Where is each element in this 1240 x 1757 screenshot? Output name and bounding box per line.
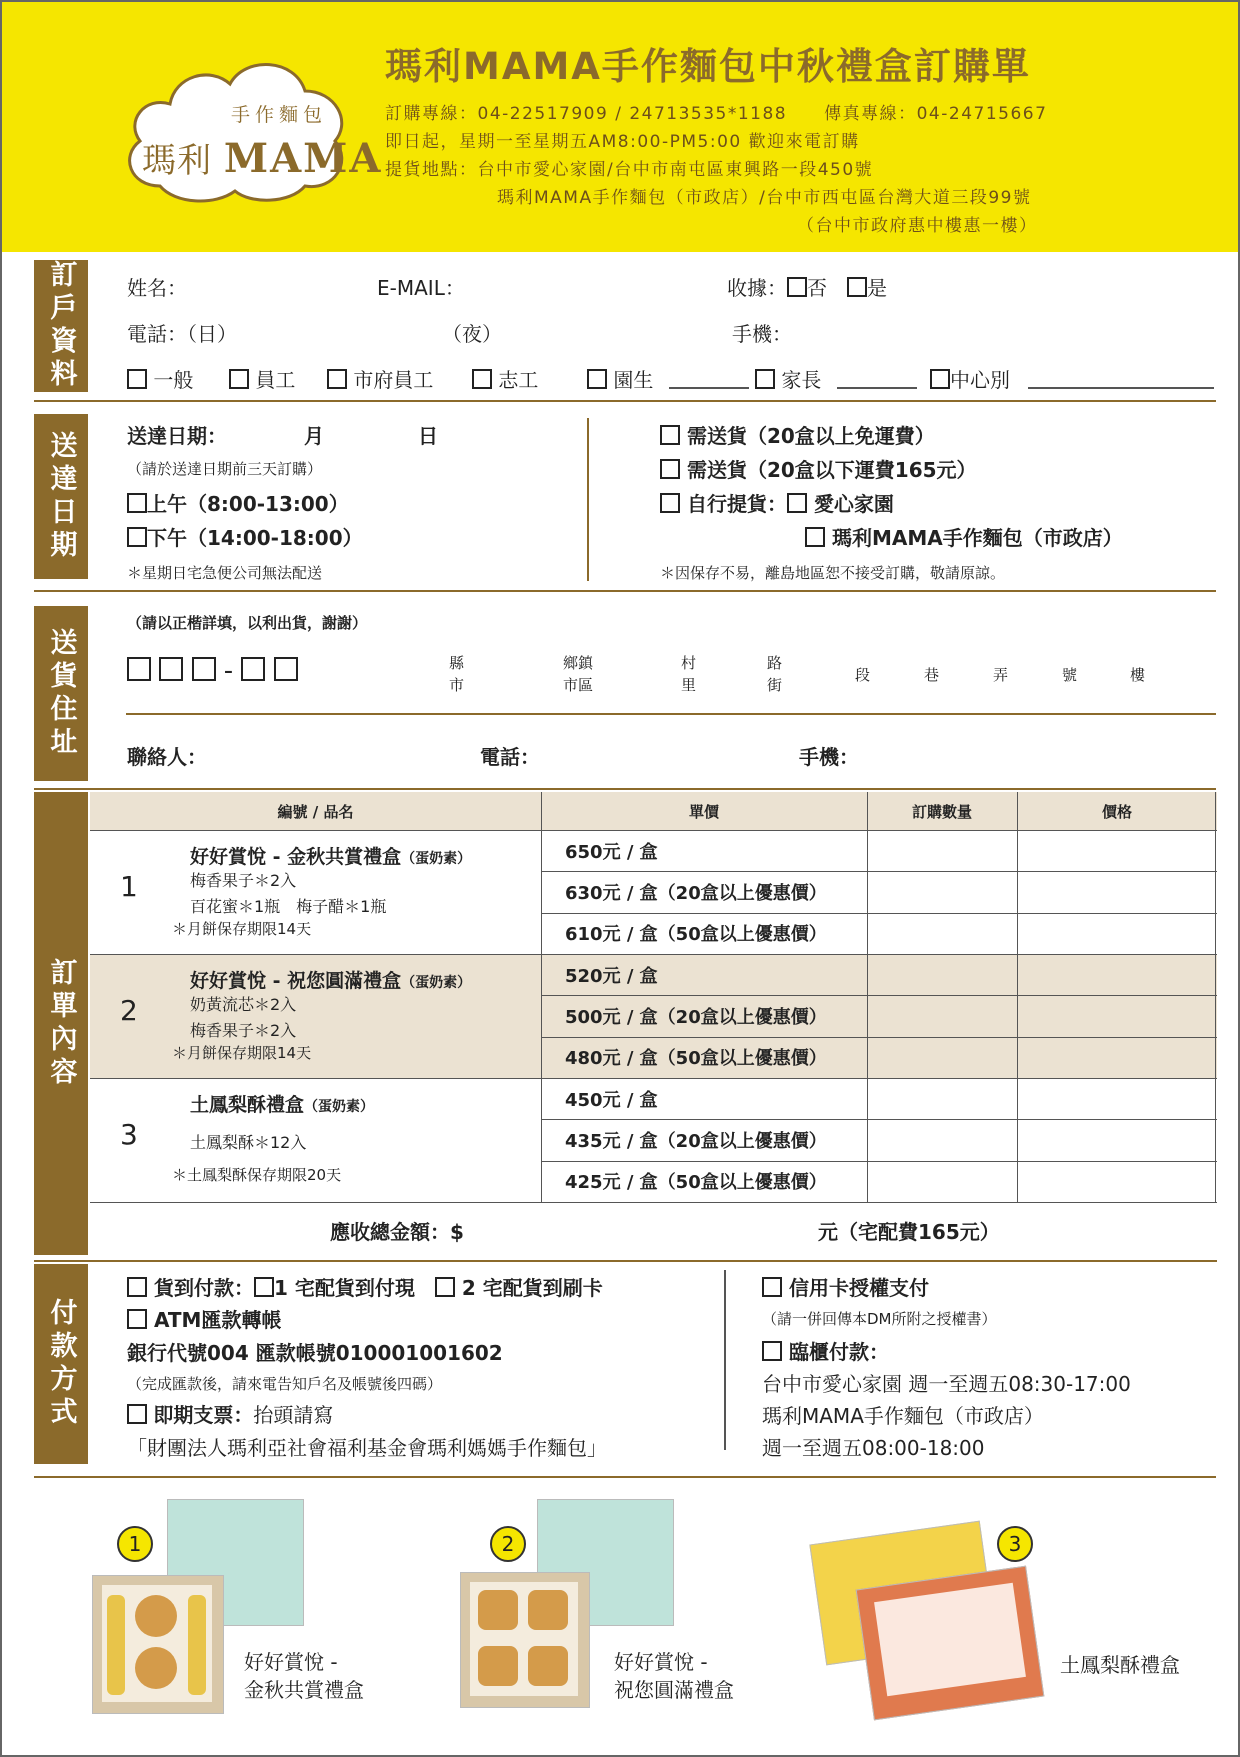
day-label: 日 bbox=[418, 424, 438, 448]
receipt-option: 收據： 否 是 bbox=[727, 276, 887, 300]
lane-label: 巷 bbox=[924, 666, 940, 684]
quantity-field[interactable] bbox=[867, 995, 1017, 1036]
price-field[interactable] bbox=[1017, 1119, 1217, 1160]
quantity-field[interactable] bbox=[867, 1119, 1017, 1160]
group-line bbox=[90, 954, 1217, 955]
city-label: 市 bbox=[449, 676, 465, 694]
quantity-field[interactable] bbox=[867, 913, 1017, 954]
number-label: 號 bbox=[1062, 666, 1078, 684]
unit-price: 425元 / 盒（50盒以上優惠價） bbox=[565, 1172, 827, 1194]
price-field[interactable] bbox=[1017, 830, 1217, 871]
item-detail: 奶黃流芯＊2入 bbox=[190, 995, 297, 1014]
divider bbox=[34, 1476, 1216, 1478]
unit-price: 610元 / 盒（50盒以上優惠價） bbox=[565, 924, 827, 946]
row-line bbox=[541, 1119, 1217, 1120]
town-label: 鄉鎮 bbox=[563, 654, 594, 672]
row-line bbox=[541, 871, 1217, 872]
credit-option[interactable]: 信用卡授權支付 bbox=[762, 1272, 929, 1301]
quantity-field[interactable] bbox=[867, 1161, 1017, 1202]
category-center[interactable]: 中心別 bbox=[930, 364, 1010, 393]
category-student[interactable]: 園生 bbox=[587, 364, 653, 393]
item-shelf-life: ＊土鳳梨酥保存期限20天 bbox=[172, 1166, 342, 1184]
mobile-label: 手機： bbox=[732, 322, 792, 346]
cod-2-checkbox bbox=[435, 1277, 455, 1297]
pickup-option[interactable]: 自行提貨： 愛心家園 bbox=[660, 488, 894, 517]
pickup-location-3: （台中市政府惠中樓惠一樓） bbox=[797, 216, 1038, 236]
pickup-b-option[interactable]: 瑪利MAMA手作麵包（市政店） bbox=[805, 522, 1123, 551]
product-name-2a: 好好賞悅 - bbox=[614, 1650, 708, 1674]
sunday-note: ＊星期日宅急便公司無法配送 bbox=[127, 564, 323, 582]
neighborhood-label: 里 bbox=[681, 676, 697, 694]
quantity-field[interactable] bbox=[867, 954, 1017, 995]
product-number-badge: 3 bbox=[997, 1526, 1033, 1562]
unit-price: 520元 / 盒 bbox=[565, 965, 658, 987]
postcode-boxes[interactable]: - bbox=[127, 656, 298, 686]
center-blank[interactable] bbox=[1028, 387, 1214, 389]
item-detail: 梅香果子＊2入 bbox=[190, 871, 297, 890]
page-title: 瑪利MAMA手作麵包中秋禮盒訂購單 bbox=[385, 45, 1031, 88]
floor-label: 樓 bbox=[1130, 666, 1146, 684]
row-line bbox=[541, 1161, 1217, 1162]
item-shelf-life: ＊月餅保存期限14天 bbox=[172, 1044, 312, 1062]
cod-1-checkbox bbox=[254, 1277, 274, 1297]
price-field[interactable] bbox=[1017, 995, 1217, 1036]
divider bbox=[34, 788, 1216, 790]
column-header-item: 編號 / 品名 bbox=[277, 802, 354, 821]
item-shelf-life: ＊月餅保存期限14天 bbox=[172, 920, 312, 938]
time-am[interactable]: 上午（8:00-13:00） bbox=[127, 488, 349, 517]
price-field[interactable] bbox=[1017, 871, 1217, 912]
pickup-a-checkbox bbox=[787, 493, 807, 513]
credit-note: （請一併回傳本DM所附之授權書） bbox=[762, 1310, 997, 1328]
row-line bbox=[541, 913, 1217, 914]
category-general[interactable]: 一般 bbox=[127, 364, 193, 393]
section-label-delivery: 送達日期 bbox=[34, 414, 88, 579]
student-blank[interactable] bbox=[669, 387, 749, 389]
atm-note: （完成匯款後，請來電告知戶名及帳號後四碼） bbox=[127, 1375, 443, 1393]
divider bbox=[34, 590, 1216, 592]
logo-text: 瑪利 MAMA bbox=[142, 135, 383, 182]
section-label-order: 訂單內容 bbox=[34, 792, 88, 1255]
price-field[interactable] bbox=[1017, 1161, 1217, 1202]
divider bbox=[34, 1260, 1217, 1262]
category-staff[interactable]: 員工 bbox=[229, 364, 295, 393]
district-label: 市區 bbox=[563, 676, 594, 694]
parent-blank[interactable] bbox=[837, 387, 917, 389]
divider bbox=[34, 400, 1216, 402]
item-number: 3 bbox=[120, 1118, 138, 1151]
divider bbox=[724, 1270, 726, 1450]
unit-price: 450元 / 盒 bbox=[565, 1089, 658, 1111]
column-line bbox=[541, 792, 542, 1202]
product-name-1b: 金秋共賞禮盒 bbox=[244, 1678, 364, 1702]
section-label: 段 bbox=[855, 666, 871, 684]
item-number: 1 bbox=[120, 870, 138, 903]
section-label-address: 送貨住址 bbox=[34, 606, 88, 781]
counter-hours: 週一至週五08:00-18:00 bbox=[762, 1436, 985, 1460]
category-city-staff[interactable]: 市府員工 bbox=[327, 364, 433, 393]
phone-night-label: （夜） bbox=[442, 322, 502, 346]
item-name: 好好賞悅 - 祝您圓滿禮盒（蛋奶素） bbox=[190, 970, 472, 992]
column-line bbox=[867, 792, 868, 1202]
group-line bbox=[90, 1078, 1217, 1079]
counter-option[interactable]: 臨櫃付款： bbox=[762, 1336, 889, 1365]
column-header-price: 單價 bbox=[688, 802, 719, 821]
quantity-field[interactable] bbox=[867, 1078, 1017, 1119]
county-label: 縣 bbox=[449, 654, 465, 672]
counter-location-2: 瑪利MAMA手作麵包（市政店） bbox=[762, 1404, 1044, 1428]
phone-day-label: 電話：（日） bbox=[127, 322, 237, 346]
row-line bbox=[541, 995, 1217, 996]
quantity-field[interactable] bbox=[867, 1037, 1017, 1078]
price-field[interactable] bbox=[1017, 913, 1217, 954]
bank-account: 銀行代號004 匯款帳號010001001602 bbox=[127, 1341, 503, 1365]
check-option[interactable]: 即期支票：抬頭請寫 bbox=[127, 1399, 333, 1428]
receipt-yes-checkbox[interactable] bbox=[847, 277, 867, 297]
price-field[interactable] bbox=[1017, 1078, 1217, 1119]
delivery-date-label: 送達日期： bbox=[127, 424, 227, 448]
contact-phone-label: 電話： bbox=[480, 745, 540, 769]
category-parent[interactable]: 家長 bbox=[755, 364, 821, 393]
counter-location-1: 台中市愛心家園 週一至週五08:30-17:00 bbox=[762, 1372, 1131, 1396]
total-line bbox=[90, 1202, 1217, 1203]
contact-label: 聯絡人： bbox=[127, 745, 207, 769]
price-field[interactable] bbox=[1017, 954, 1217, 995]
product-name-1a: 好好賞悅 - bbox=[244, 1650, 338, 1674]
logo-subtitle: 手作麵包 bbox=[231, 104, 328, 126]
contact-mobile-label: 手機： bbox=[799, 745, 859, 769]
column-header-qty: 訂購數量 bbox=[911, 802, 972, 821]
road-label: 路 bbox=[767, 654, 783, 672]
item-detail: 百花蜜＊1瓶 梅子醋＊1瓶 bbox=[190, 897, 387, 916]
order-hours: 即日起，星期一至星期五AM8:00-PM5:00 歡迎來電訂購 bbox=[385, 132, 860, 152]
island-note: ＊因保存不易，離島地區恕不接受訂購，敬請原諒。 bbox=[660, 564, 1006, 582]
category-volunteer[interactable]: 志工 bbox=[472, 364, 538, 393]
item-detail: 梅香果子＊2入 bbox=[190, 1021, 297, 1040]
divider bbox=[587, 418, 589, 581]
quantity-field[interactable] bbox=[867, 871, 1017, 912]
item-number: 2 bbox=[120, 994, 138, 1027]
unit-price: 630元 / 盒（20盒以上優惠價） bbox=[565, 882, 827, 904]
quantity-field[interactable] bbox=[867, 830, 1017, 871]
product-number-badge: 2 bbox=[490, 1526, 526, 1562]
section-label-customer: 訂戶資料 bbox=[34, 260, 88, 392]
name-label: 姓名： bbox=[127, 276, 187, 300]
product-name-3: 土鳳梨酥禮盒 bbox=[1060, 1653, 1180, 1677]
cod-option[interactable]: 貨到付款： 1 宅配貨到付現 2 宅配貨到刷卡 bbox=[127, 1272, 603, 1301]
alley-label: 弄 bbox=[993, 666, 1009, 684]
order-hotline: 訂購專線：04-22517909 / 24713535*1188 傳真專線：04-24715667 bbox=[385, 104, 1048, 124]
atm-option[interactable]: ATM匯款轉帳 bbox=[127, 1304, 281, 1333]
group-line bbox=[90, 830, 1217, 831]
unit-price: 500元 / 盒（20盒以上優惠價） bbox=[565, 1006, 827, 1028]
village-label: 村 bbox=[681, 654, 697, 672]
pickup-location-2: 瑪利MAMA手作麵包（市政店）/台中市西屯區台灣大道三段99號 bbox=[497, 188, 1032, 208]
ship-free-option[interactable]: 需送貨（20盒以上免運費） bbox=[660, 420, 935, 449]
time-pm[interactable]: 下午（14:00-18:00） bbox=[127, 522, 363, 551]
column-line bbox=[1215, 792, 1216, 1202]
email-label: E-MAIL： bbox=[377, 276, 465, 300]
order-table bbox=[90, 792, 1217, 1255]
month-label: 月 bbox=[304, 424, 324, 448]
item-name: 土鳳梨酥禮盒（蛋奶素） bbox=[190, 1094, 375, 1116]
advance-note: （請於送達日期前三天訂購） bbox=[127, 460, 323, 478]
receipt-no-checkbox[interactable] bbox=[787, 277, 807, 297]
header-banner bbox=[2, 2, 1238, 252]
product-name-2b: 祝您圓滿禮盒 bbox=[614, 1678, 734, 1702]
check-payee: 「財團法人瑪利亞社會福利基金會瑪利媽媽手作麵包」 bbox=[127, 1436, 607, 1460]
item-detail: 土鳳梨酥＊12入 bbox=[190, 1133, 307, 1152]
address-note: （請以正楷詳填，以利出貨，謝謝） bbox=[127, 614, 368, 632]
section-label-payment: 付款方式 bbox=[34, 1264, 88, 1464]
unit-price: 435元 / 盒（20盒以上優惠價） bbox=[565, 1130, 827, 1152]
price-field[interactable] bbox=[1017, 1037, 1217, 1078]
unit-price: 480元 / 盒（50盒以上優惠價） bbox=[565, 1048, 827, 1070]
divider bbox=[126, 713, 1216, 715]
column-line bbox=[1017, 792, 1018, 1202]
street-label: 街 bbox=[767, 676, 783, 694]
unit-price: 650元 / 盒 bbox=[565, 841, 658, 863]
pickup-location-1: 提貨地點：台中市愛心家園/台中市南屯區東興路一段450號 bbox=[385, 160, 874, 180]
row-line bbox=[541, 1037, 1217, 1038]
product-number-badge: 1 bbox=[117, 1526, 153, 1562]
column-header-total: 價格 bbox=[1101, 802, 1132, 821]
total-amount-suffix: 元（宅配費165元） bbox=[818, 1220, 1000, 1244]
item-name: 好好賞悅 - 金秋共賞禮盒（蛋奶素） bbox=[190, 846, 472, 868]
total-amount-label: 應收總金額：$ bbox=[330, 1220, 464, 1244]
ship-fee-option[interactable]: 需送貨（20盒以下運費165元） bbox=[660, 454, 977, 483]
